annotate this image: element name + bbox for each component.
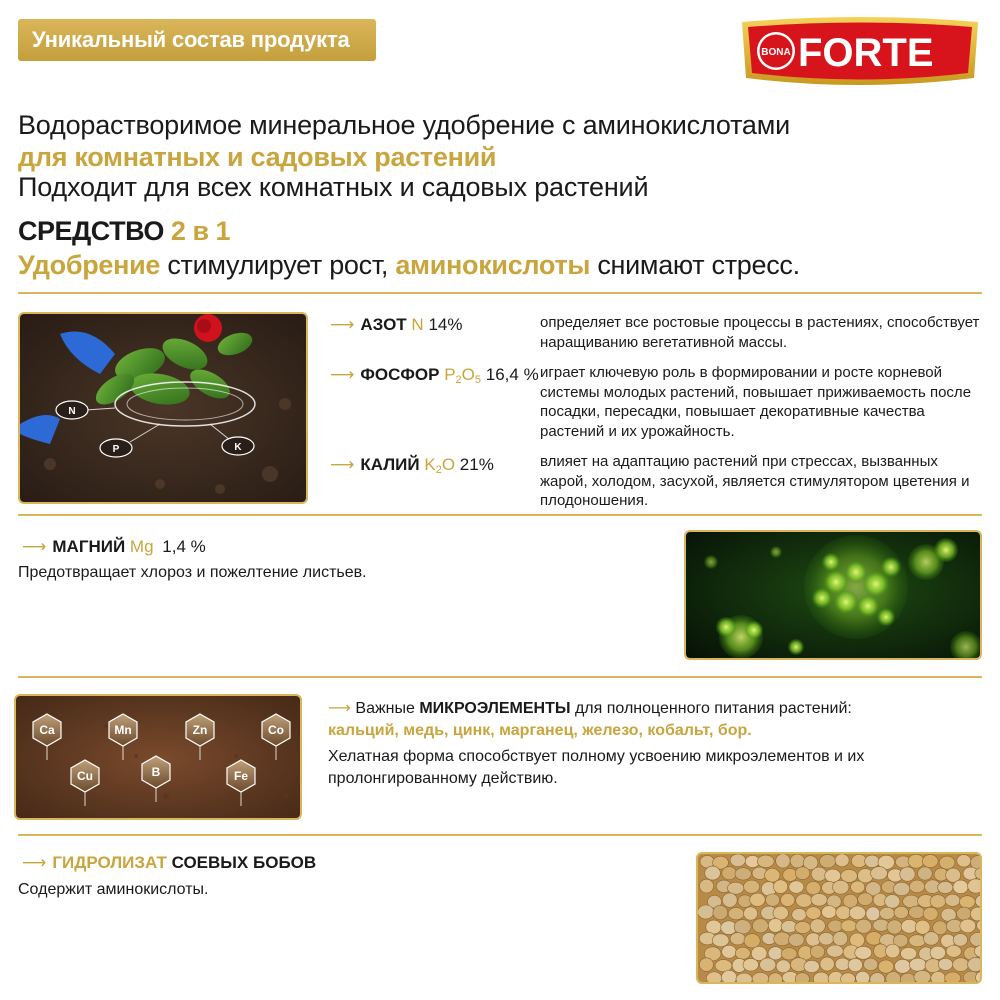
soybean (856, 919, 872, 933)
soybean (900, 973, 915, 984)
soybean (939, 856, 955, 869)
soybean (848, 958, 862, 971)
micro-intro: ⟶ Важные МИКРОЭЛЕМЕНТЫ для полноценного питания растений: (328, 700, 852, 717)
soybean (804, 960, 820, 972)
soybean (880, 907, 895, 919)
soybean (811, 893, 827, 906)
soybean (789, 881, 804, 893)
soybean (744, 907, 758, 920)
soybean (960, 919, 976, 933)
soybean (908, 854, 924, 868)
soybean (841, 920, 857, 932)
soybean (909, 958, 926, 971)
soybean (806, 881, 821, 894)
arrow-icon: ⟶ (330, 455, 355, 474)
soybean (871, 867, 888, 880)
soybean (796, 894, 813, 908)
soybean (970, 907, 982, 921)
soybean (885, 944, 900, 958)
divider (18, 834, 982, 836)
micro-ca: Ca (39, 723, 55, 737)
soybean (930, 946, 946, 959)
magnesium-value: 1,4 % (162, 537, 206, 556)
soybean (806, 907, 821, 920)
nitrogen-value: 14% (428, 315, 463, 334)
magnesium-symbol: Mg (129, 537, 154, 556)
soybean (822, 906, 837, 919)
soybean (914, 970, 931, 983)
soybean (953, 880, 968, 894)
soybean (863, 958, 877, 970)
soybean (849, 906, 865, 920)
potassium-formula: $K_2O$ (424, 455, 456, 476)
soybean (744, 934, 760, 948)
soybean (811, 867, 827, 881)
soybean (795, 867, 810, 880)
soybean (924, 932, 939, 946)
soybean (886, 972, 901, 984)
soybean (698, 905, 714, 919)
npk-label-n: N (68, 406, 76, 417)
soybean (744, 880, 760, 893)
soybean (909, 935, 926, 947)
soybean (894, 906, 908, 918)
soybean (705, 866, 721, 880)
soy-beans: СОЕВЫХ БОБОВ (166, 853, 317, 872)
soybean (895, 959, 911, 973)
soybeans-photo (696, 852, 982, 984)
soybean (760, 958, 776, 972)
soybean (722, 867, 737, 880)
soybean (810, 945, 824, 958)
logo-bona-text: BONA (761, 47, 791, 58)
soybean (722, 945, 737, 958)
soybean (835, 854, 849, 867)
soybean (900, 867, 915, 881)
soybean (721, 970, 736, 984)
soybean (901, 947, 917, 960)
micro-mn: Mn (114, 723, 132, 737)
soybean (792, 908, 807, 920)
soybean (946, 945, 961, 957)
benefit-text-2: снимают стресс. (590, 250, 800, 280)
magnesium-desc: Предотвращает хлороз и пожелтение листьев. (18, 564, 367, 581)
headline-line-1: Водорастворимое минеральное удобрение с аминокислотами (18, 110, 790, 140)
micro-cu: Cu (77, 769, 93, 783)
soybean (832, 880, 848, 894)
soybean (828, 920, 843, 932)
soybean (713, 905, 728, 919)
soybean (819, 932, 834, 945)
soybean (903, 895, 920, 908)
soybean (945, 894, 960, 906)
soybean (776, 854, 791, 868)
soybean (752, 972, 769, 984)
soybean (773, 880, 787, 894)
soybean (795, 921, 811, 933)
soybean (918, 867, 933, 880)
soybean (728, 908, 744, 920)
soybean (938, 881, 953, 893)
soybean (878, 960, 894, 973)
soybean (855, 946, 872, 959)
soybean (836, 906, 851, 920)
soybean (938, 958, 953, 970)
soybean (909, 906, 925, 918)
soybean (968, 879, 982, 893)
soybean (968, 957, 982, 971)
soybean (789, 933, 805, 946)
soybean (768, 918, 782, 932)
bona-forte-logo (736, 14, 984, 96)
benefit-fertilizer: Удобрение (18, 250, 161, 280)
soybean (827, 945, 844, 957)
divider (18, 292, 982, 294)
headline-sredstvo: СРЕДСТВО (18, 216, 164, 246)
arrow-icon: ⟶ (22, 537, 47, 556)
phosphorus-label (330, 364, 539, 391)
benefit-text-1: стимулирует рост, (160, 250, 396, 280)
headline-line-3: Подходит для всех комнатных и садовых растений (18, 172, 649, 202)
soybean (957, 855, 971, 867)
potassium-label (330, 454, 494, 481)
micro-zn: Zn (192, 723, 208, 737)
soybean (866, 907, 880, 921)
soybean (820, 957, 835, 971)
soybean (820, 854, 836, 868)
soybean (734, 920, 751, 934)
soybean (712, 934, 729, 947)
soybean (810, 919, 825, 933)
soybean (765, 894, 779, 906)
benefit-aminoacids: аминокислоты (395, 250, 591, 280)
divider (18, 514, 982, 516)
npk-photo (18, 312, 308, 504)
soybean (722, 893, 737, 907)
soybean (865, 855, 880, 868)
soy-label (18, 852, 316, 874)
arrow-icon: ⟶ (328, 700, 351, 717)
soybean (953, 934, 967, 947)
soy-desc: Содержит аминокислоты. (18, 881, 209, 898)
soybean (781, 893, 795, 906)
soybean (856, 971, 870, 984)
soybean (858, 893, 873, 906)
soybean (736, 973, 752, 984)
arrow-icon: ⟶ (330, 365, 355, 384)
soybean (699, 958, 713, 972)
cells-photo (684, 530, 982, 660)
soybean (706, 972, 722, 984)
soybean (774, 932, 791, 946)
potassium-value: 21% (459, 455, 494, 474)
soybean (885, 895, 900, 909)
soybean (735, 868, 751, 880)
soybean (706, 920, 722, 934)
soybean (959, 896, 975, 909)
soybean (715, 960, 732, 972)
headline-line-2: для комнатных и садовых растений (18, 142, 497, 172)
headline-2in1-value: 2 в 1 (170, 216, 231, 246)
soybean (776, 960, 790, 973)
soybean (699, 879, 713, 893)
phosphorus-value: 16,4 % (485, 365, 539, 384)
soy-hydrolysate: ГИДРОЛИЗАТ (52, 853, 167, 872)
phosphorus-name: ФОСФОР (360, 365, 440, 384)
soybean (752, 919, 768, 933)
soybean (930, 895, 946, 908)
nitrogen-name: АЗОТ (360, 315, 407, 334)
arrow-icon: ⟶ (330, 315, 355, 334)
magnesium-label (18, 536, 206, 558)
nitrogen-label (330, 314, 462, 336)
npk-label-p: P (112, 444, 120, 455)
soybean (851, 881, 865, 893)
micro-b: B (151, 765, 161, 779)
soybean (945, 972, 961, 984)
npk-label-k: K (234, 442, 242, 453)
soybean (956, 907, 971, 920)
soybean (870, 973, 885, 984)
title-banner: Уникальный состав продукта (18, 19, 376, 61)
soybean (841, 973, 856, 984)
soybean (887, 920, 902, 934)
micro-desc: Хелатная форма способствует полному усвоению микроэлементов и их пролонгированному действию. (328, 748, 865, 787)
soybean (953, 958, 969, 972)
micro-co: Co (268, 723, 284, 737)
nitrogen-symbol: N (411, 315, 424, 334)
soybean (909, 880, 924, 893)
soybean (730, 933, 745, 945)
soybean (931, 971, 946, 984)
micro-fe: Fe (233, 769, 249, 783)
divider (18, 676, 982, 678)
phosphorus-formula: $P_2O_5$ (444, 365, 482, 386)
soybean (735, 947, 750, 959)
micro-photo (14, 694, 302, 820)
magnesium-name: МАГНИЙ (52, 537, 126, 556)
soybean (835, 958, 850, 970)
logo-forte-text: FORTE (798, 31, 934, 75)
soybean (893, 882, 909, 895)
soybean (833, 931, 848, 945)
soybean (727, 882, 744, 894)
potassium-name: КАЛИЙ (360, 455, 420, 474)
soybean (768, 973, 782, 984)
soybean (773, 906, 789, 920)
micro-list: кальций, медь, цинк, марганец, железо, кобальт, бор. (328, 722, 752, 739)
phosphorus-desc: играет ключевую роль в формировании и росте корневой системы молодых растений, повышает приживаемость после посадки, пересадки, повышает декоративные качества растений и их урожайность. (540, 364, 972, 440)
soybean (866, 932, 882, 946)
soybean (743, 958, 759, 971)
soybean (768, 947, 783, 960)
soybean (813, 972, 829, 984)
headline-benefit (18, 248, 800, 282)
soybean (781, 948, 797, 960)
soybean (795, 973, 809, 984)
potassium-desc: влияет на адаптацию растений при стрессах, вызванных жарой, холодом, засухой, является стимулятором цветения и плодоношения. (540, 453, 970, 509)
arrow-icon: ⟶ (22, 853, 47, 872)
soybean (730, 854, 745, 867)
soybean (922, 855, 938, 868)
soybean (750, 893, 765, 906)
soybean (923, 907, 938, 920)
soybean (790, 854, 804, 868)
headline-2in1 (18, 214, 230, 248)
nitrogen-desc: определяет все ростовые процессы в растениях, способствует наращиванию вегетативной массы. (540, 314, 980, 351)
soybean (757, 855, 774, 867)
